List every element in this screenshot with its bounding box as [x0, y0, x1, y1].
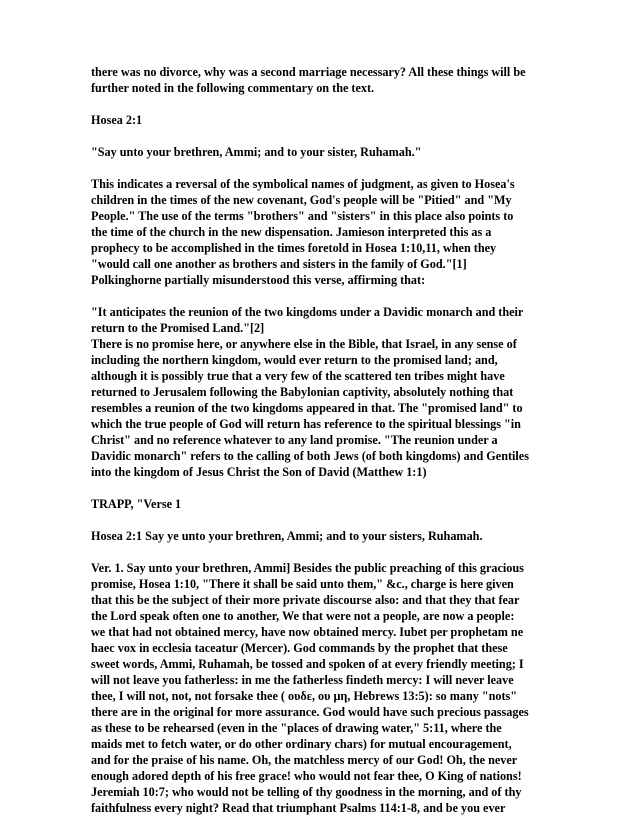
text-line: Christ" and no reference whatever to any land promise. "The reunion under a: [91, 433, 498, 447]
text-line: into the kingdom of Jesus Christ the Son of David (Matthew 1:1): [91, 465, 427, 479]
text-line: Davidic monarch" refers to the calling of both Jews (of both kingdoms) and Gentiles: [91, 449, 529, 463]
paragraph: [91, 496, 551, 512]
paragraph: [91, 560, 551, 816]
text-line: Hosea 2:1 Say ye unto your brethren, Ammi; and to your sisters, Ruhamah.: [91, 529, 483, 543]
text-line: the Lord speak often one to another, We that were not a people, are now a people:: [91, 609, 515, 623]
text-line: including the northern kingdom, would ever return to the promised land; and,: [91, 353, 498, 367]
text-line: enough adored depth of his free grace! who would not fear thee, O King of nations!: [91, 769, 522, 783]
text-line: as these to be rehearsed (even in the "places of drawing water," 5:11, where the: [91, 721, 502, 735]
text-line: "would call one another as brothers and sisters in the family of God."[1]: [91, 257, 467, 271]
text-line: "Say unto your brethren, Ammi; and to your sister, Ruhamah.": [91, 145, 422, 159]
text-line: prophecy to be accomplished in the times foretold in Hosea 1:10,11, when they: [91, 241, 497, 255]
text-line: This indicates a reversal of the symbolical names of judgment, as given to Hosea's: [91, 177, 515, 191]
text-line: although it is possibly true that a very few of the scattered ten tribes might have: [91, 369, 505, 383]
text-line: haec vox in ecclesia taceatur (Mercer). God commands by the prophet that these: [91, 641, 508, 655]
text-line: There is no promise here, or anywhere else in the Bible, that Israel, in any sense of: [91, 337, 517, 351]
text-line: there was no divorce, why was a second marriage necessary? All these things will be: [91, 65, 526, 79]
paragraph: [91, 112, 551, 128]
text-line: faithfulness every night? Read that triumphant Psalms 114:1-8, and be you ever: [91, 801, 506, 815]
text-line: and for the praise of his name. Oh, the matchless mercy of our God! Oh, the never: [91, 753, 518, 767]
text-line: thee, I will not, not, not forsake thee ( ουδε, ου μη, Hebrews 13:5): so many "nots": [91, 689, 518, 703]
text-line: will not leave you fatherless: in me the fatherless findeth mercy: I will never leave: [91, 673, 514, 687]
text-line: we that had not obtained mercy, have now obtained mercy. Iubet per prophetam ne: [91, 625, 524, 639]
text-line: resembles a reunion of the two kingdoms appeared in that. The "promised land" to: [91, 401, 523, 415]
text-line: further noted in the following commentary on the text.: [91, 81, 375, 95]
paragraph: [91, 336, 551, 480]
text-line: Hosea 2:1: [91, 113, 143, 127]
text-line: there are in the original for more assurance. God would have such precious passages: [91, 705, 529, 719]
paragraph: [91, 144, 551, 160]
text-line: sweet words, Ammi, Ruhamah, be tossed and spoken of at every friendly meeting; I: [91, 657, 524, 671]
text-line: maids met to fetch water, or do other ordinary chars) for mutual encouragement,: [91, 737, 512, 751]
text-line: Jeremiah 10:7; who would not be telling of thy goodness in the morning, and of thy: [91, 785, 522, 799]
text-line: People." The use of the terms "brothers" and "sisters" in this place also points to: [91, 209, 514, 223]
paragraph: [91, 304, 551, 336]
paragraph: [91, 64, 551, 96]
text-line: which the true people of God will return has reference to the spiritual blessings "in: [91, 417, 521, 431]
text-line: TRAPP, "Verse 1: [91, 497, 182, 511]
text-line: that this be the subject of their more private discourse also: and that they that fear: [91, 593, 520, 607]
paragraph: [91, 528, 551, 544]
text-line: Ver. 1. Say unto your brethren, Ammi] Besides the public preaching of this gracious: [91, 561, 524, 575]
text-line: promise, Hosea 1:10, "There it shall be said unto them," &c., charge is here given: [91, 577, 514, 591]
text-line: returned to Jerusalem following the Babylonian captivity, absolutely nothing that: [91, 385, 514, 399]
text-line: "It anticipates the reunion of the two kingdoms under a Davidic monarch and their: [91, 305, 524, 319]
text-line: return to the Promised Land."[2]: [91, 321, 265, 335]
text-line: children in the times of the new covenant, God's people will be "Pitied" and "My: [91, 193, 512, 207]
text-line: Polkinghorne partially misunderstood this verse, affirming that:: [91, 273, 426, 287]
document-page: [91, 64, 551, 816]
text-line: the time of the church in the new dispensation. Jamieson interpreted this as a: [91, 225, 492, 239]
paragraph: [91, 176, 551, 288]
